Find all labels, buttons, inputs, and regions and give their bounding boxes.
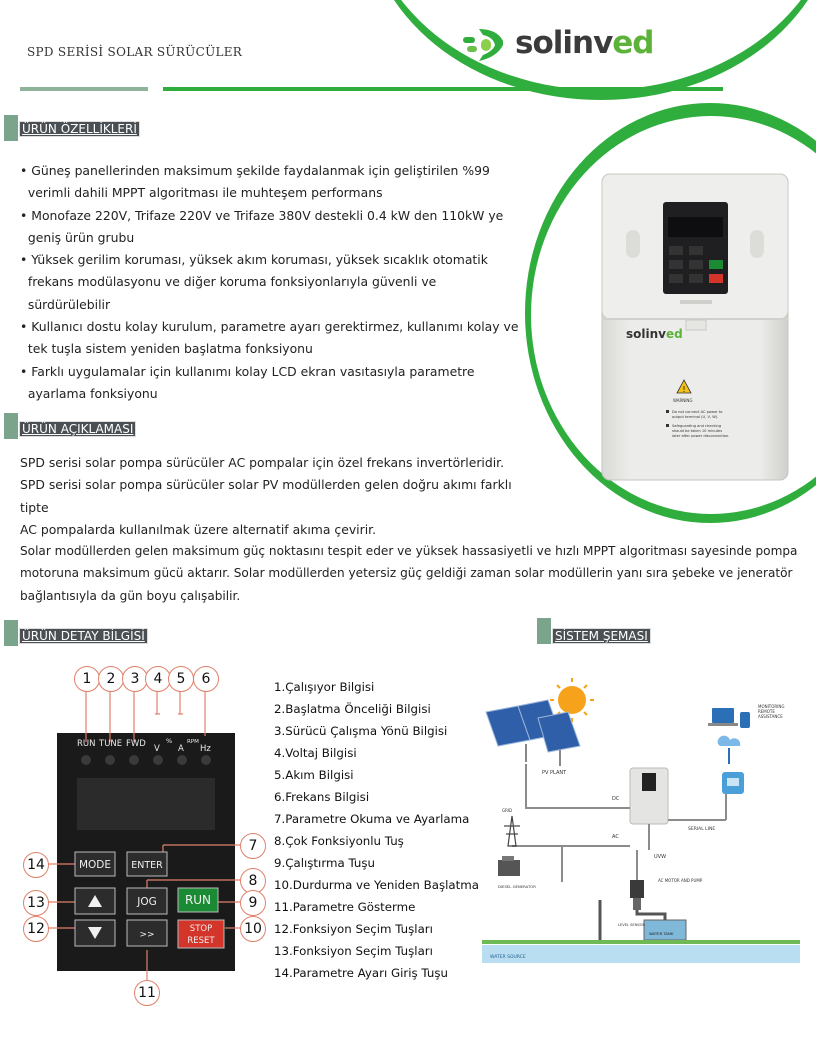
callout-10: 10 (240, 916, 266, 942)
callout-13: 13 (23, 890, 49, 916)
callout-6: 6 (193, 666, 219, 692)
monitoring-icon (708, 708, 750, 794)
control-panel-diagram (20, 660, 270, 1010)
feature-bullet-line: • Monofaze 220V, Trifaze 220V ve Trifaze 380V destekli 0.4 kW den 110kW ye (20, 207, 504, 223)
monitoring-label-1: MONITORING (758, 704, 785, 709)
shift-key-label: >> (139, 930, 155, 940)
description-text (20, 452, 540, 541)
description-line: motoruna maksimum gücü aktarır. Solar modüllerden yetersiz güç geldiği zaman solar modüllerin yanı sıra şebeke ve jeneratör (20, 566, 793, 581)
svg-text:WARNING: WARNING (673, 398, 693, 403)
uvw-label: UVW (654, 854, 667, 860)
description-line: SPD serisi solar pompa sürücüler AC pompalar için özel frekans invertörleridir. (20, 455, 505, 470)
feature-bullet-line: ayarlama fonksiyonu (20, 385, 158, 401)
led-label-percent: % (166, 737, 173, 745)
led-hz (201, 755, 211, 765)
diesel-label: DIESEL GENERATOR (498, 884, 536, 889)
callout-14: 14 (23, 852, 49, 878)
inverter-icon (630, 768, 668, 824)
water-tank-label: WATER TANK (649, 931, 674, 936)
section-marker (4, 115, 18, 141)
monitoring-label-3: ASSISTANCE (758, 714, 783, 719)
serial-label: SERIAL LINE (688, 827, 716, 832)
description-line: Solar modüllerden gelen maksimum güç noktasını tespit eder ve yüksek hassasiyetli ve hızlı MPPT algoritması sayesinde pompa (20, 544, 798, 558)
led-v (153, 755, 163, 765)
feature-bullet-line: sürdürülebilir (20, 296, 111, 312)
features-list (20, 160, 540, 405)
stop-key-label: STOP (189, 924, 213, 934)
feature-bullet-line: • Farklı uygulamalar için kullanımı kolay LCD ekran vasıtasıyla parametre (20, 363, 475, 379)
header-rule-right (163, 87, 723, 91)
detail-title: ÜRÜN DETAY BİLGİSİ (19, 628, 148, 644)
callout-5: 5 (168, 666, 194, 692)
led-fwd (129, 755, 139, 765)
grid-label: GRID (502, 808, 513, 813)
motor-label: AC MOTOR AND PUMP (658, 878, 703, 883)
svg-text:later after power disconnectio: later after power disconnection. (672, 434, 730, 438)
legend-item: 9.Çalıştırma Tuşu (274, 856, 375, 870)
description-line: bağlantısıyla da gün boyu çalışabilir. (20, 588, 241, 603)
led-label-tune: TUNE (99, 739, 123, 749)
jog-key-label: JOG (137, 896, 157, 908)
legend-item: 4.Voltaj Bilgisi (274, 746, 357, 760)
description-paragraph-2 (20, 540, 810, 607)
legend-item: 8.Çok Fonksiyonlu Tuş (274, 834, 404, 848)
system-diagram (482, 660, 800, 970)
legend-item: 13.Fonksiyon Seçim Tuşları (274, 944, 433, 958)
callout-12: 12 (23, 916, 49, 942)
svg-text:solinved: solinved (626, 327, 683, 341)
solinved-logo-text: solinved (515, 25, 654, 61)
legend-item: 3.Sürücü Çalışma Yönü Bilgisi (274, 724, 448, 738)
section-marker (537, 618, 551, 644)
legend-item: 1.Çalışıyor Bilgisi (274, 680, 375, 694)
svg-text:Do not connect AC power to: Do not connect AC power to (672, 410, 723, 414)
feature-bullet-line: • Güneş panellerinden maksimum şekilde faydalanmak için geliştirilen %99 (20, 163, 490, 178)
led-tune (105, 755, 115, 765)
description-title: ÜRÜN AÇIKLAMASI (19, 421, 136, 437)
dc-label: DC (612, 796, 620, 802)
svg-text:should be taken 10 minutes: should be taken 10 minutes (672, 429, 723, 433)
callout-3: 3 (122, 666, 148, 692)
led-label-a: A (178, 744, 184, 754)
features-title: ÜRÜN ÖZELLİKLERİ (19, 121, 140, 137)
feature-bullet-line: tek tuşla sistem yeniden başlatma fonksiyonu (20, 341, 313, 357)
led-a (177, 755, 187, 765)
system-title: SİSTEM ŞEMASI (552, 628, 651, 644)
svg-text:!: ! (682, 385, 686, 394)
legend-item: 14.Parametre Ayarı Giriş Tuşu (274, 966, 448, 980)
callout-9: 9 (240, 890, 266, 916)
inverter-device-image (600, 172, 800, 482)
callout-2: 2 (98, 666, 124, 692)
water-tank-icon (644, 920, 686, 940)
header-rule-left (20, 87, 148, 91)
description-line: SPD serisi solar pompa sürücüler solar PV modüllerden gelen doğru akımı farklı tipte (20, 477, 512, 515)
reset-key-label: RESET (187, 936, 215, 946)
callout-1: 1 (74, 666, 100, 692)
ac-label: AC (612, 834, 619, 840)
pv-label: PV PLANT (542, 770, 567, 776)
feature-bullet-line: • Yüksek gerilim koruması, yüksek akım koruması, yüksek sıcaklık otomatik (20, 252, 488, 268)
callout-8: 8 (240, 868, 266, 894)
description-line: AC pompalarda kullanılmak üzere alternatif akıma çevirir. (20, 521, 377, 537)
legend-item: 11.Parametre Gösterme (274, 900, 416, 914)
legend-item: 5.Akım Bilgisi (274, 768, 354, 782)
enter-key-label: ENTER (131, 860, 163, 871)
feature-bullet-line: verimli dahili MPPT algoritması ile muhteşem performans (20, 185, 383, 201)
led-label-v: V (154, 744, 160, 754)
level-sensor-label: LEVEL SENSOR (618, 923, 645, 927)
section-marker (4, 620, 18, 646)
monitoring-label-2: REMOTE (758, 709, 775, 714)
document-title: SPD SERİSİ SOLAR SÜRÜCÜLER (27, 45, 243, 59)
feature-bullet-line: geniş ürün grubu (20, 229, 135, 245)
led-run (81, 755, 91, 765)
section-marker (4, 413, 18, 439)
led-label-rpm: RPM (187, 739, 199, 745)
svg-text:output terminal (U, V, W).: output terminal (U, V, W). (672, 415, 719, 419)
callout-7: 7 (240, 833, 266, 859)
run-key-label: RUN (184, 893, 212, 907)
led-label-fwd: FWD (126, 739, 146, 749)
led-label-hz: Hz (200, 744, 211, 754)
legend-item: 2.Başlatma Önceliği Bilgisi (274, 702, 431, 716)
legend-item: 7.Parametre Okuma ve Ayarlama (274, 812, 470, 826)
solinved-logo-icon (463, 25, 511, 65)
water-source-label: WATER SOURCE (490, 955, 526, 960)
feature-bullet-line: frekans modülasyonu ve diğer koruma fonksiyonlarıyla güvenli ve (20, 274, 437, 290)
mode-key-label: MODE (78, 859, 112, 871)
feature-bullet-line: • Kullanıcı dostu kolay kurulum, parametre ayarı gerektirmez, kullanımı kolay ve (20, 319, 519, 335)
led-label-run: RUN (77, 739, 96, 749)
svg-text:Safeguarding and checking: Safeguarding and checking (672, 424, 722, 428)
pump-icon (630, 880, 644, 910)
lcd-display (77, 778, 215, 830)
legend-item: 10.Durdurma ve Yeniden Başlatma (274, 878, 479, 892)
generator-icon (498, 856, 520, 876)
grid-tower-icon (504, 816, 520, 846)
legend-item: 12.Fonksiyon Seçim Tuşları (274, 922, 433, 936)
callout-11: 11 (134, 980, 160, 1006)
legend-item: 6.Frekans Bilgisi (274, 790, 370, 804)
callout-4: 4 (145, 666, 171, 692)
